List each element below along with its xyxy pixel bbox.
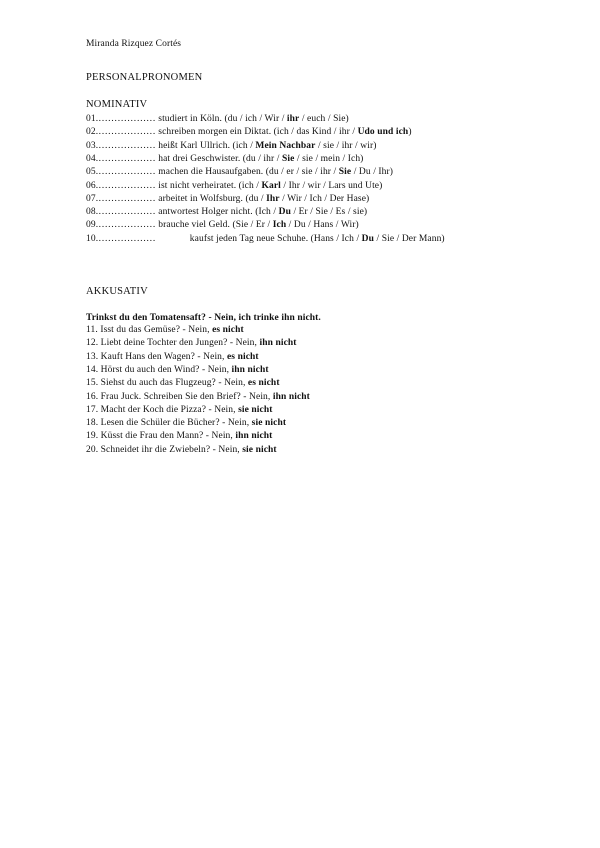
item-text: studiert in Köln. (du / ich / Wir /: [158, 114, 287, 124]
item-number: 05.: [86, 167, 99, 178]
answer-bold: Udo und ich: [357, 127, 409, 138]
item-tail: / Du / Ihr): [351, 167, 394, 178]
item-number: 09.: [86, 220, 99, 231]
item-tail: / Er / Sie / Es / sie): [290, 207, 368, 218]
item-number: 14.: [86, 364, 99, 375]
example-sentence: Trinkst du den Tomatensaft? - Nein, ich trinke ihn nicht.: [86, 313, 321, 323]
list-item: [86, 140, 376, 152]
answer-bold: sie nicht: [251, 418, 287, 429]
answer-bold: es nicht: [247, 378, 280, 389]
blank-dots: ………………: [98, 180, 159, 191]
answer-bold: Du: [278, 207, 291, 218]
item-text: hat drei Geschwister. (du / ihr /: [158, 153, 282, 164]
answer-bold: Du: [361, 233, 375, 244]
answer-bold: ihn nicht: [272, 391, 310, 402]
item-text: Hörst du auch den Wind? - Nein,: [100, 364, 232, 375]
item-tail: / sie / ihr / wir): [315, 140, 377, 151]
list-item: [86, 126, 412, 138]
item-number: 10.: [86, 233, 99, 244]
list-item: [86, 377, 280, 389]
akkusativ-example: [86, 312, 321, 324]
list-item: [86, 417, 286, 429]
item-number: 12.: [86, 338, 99, 349]
answer-bold: ihr: [286, 114, 300, 124]
item-number: 15.: [86, 378, 99, 389]
item-text: brauche viel Geld. (Sie / Er /: [158, 220, 273, 231]
item-tail: ): [408, 127, 412, 138]
answer-bold: es nicht: [226, 351, 259, 362]
list-item: [86, 166, 393, 178]
blank-dots: ………………: [98, 193, 159, 204]
item-text: Küsst die Frau den Mann? - Nein,: [100, 431, 236, 442]
answer-bold: Sie: [338, 167, 352, 178]
answer-bold: sie nicht: [238, 404, 273, 415]
list-item: [86, 337, 297, 349]
item-tail: / Du / Hans / Wir): [286, 220, 359, 231]
item-number: 02.: [86, 127, 99, 138]
item-number: 08.: [86, 207, 99, 218]
answer-bold: Ihr: [266, 193, 280, 204]
answer-bold: Mein Nachbar: [255, 140, 316, 151]
item-text: antwortest Holger nicht. (Ich /: [158, 207, 279, 218]
answer-bold: Sie: [281, 153, 295, 164]
item-number: 13.: [86, 351, 99, 362]
item-text: arbeitet in Wolfsburg. (du /: [158, 193, 267, 204]
blank-dots: ………………: [98, 233, 156, 244]
item-text: machen die Hausaufgaben. (du / er / sie / ihr /: [158, 167, 339, 178]
answer-bold: Ich: [272, 220, 287, 231]
item-tail: / Sie / Der Mann): [374, 233, 445, 244]
list-item: [86, 193, 369, 205]
item-text: Lesen die Schüler die Bücher? - Nein,: [100, 418, 252, 429]
item-text: ist nicht verheiratet. (ich /: [158, 180, 262, 191]
blank-dots: ………………: [98, 140, 159, 151]
list-item: [86, 219, 359, 231]
item-number: 17.: [86, 404, 99, 415]
item-text: Siehst du auch das Flugzeug? - Nein,: [100, 378, 248, 389]
akkusativ-heading: AKKUSATIV: [86, 286, 148, 297]
nominativ-heading: NOMINATIV: [86, 99, 148, 110]
item-text: heißt Karl Ullrich. (ich /: [158, 140, 256, 151]
item-text: kaufst jeden Tag neue Schuhe. (Hans / Ich /: [189, 233, 362, 244]
item-text: Schneidet ihr die Zwiebeln? - Nein,: [100, 444, 243, 455]
item-tail: / sie / mein / Ich): [294, 153, 364, 164]
item-number: 20.: [86, 444, 99, 455]
item-text: Macht der Koch die Pizza? - Nein,: [100, 404, 239, 415]
author-name: Miranda Rizquez Cortés: [86, 39, 182, 49]
item-number: 07.: [86, 193, 99, 204]
item-number: 01.: [86, 114, 99, 124]
item-number: 19.: [86, 431, 99, 442]
blank-dots: ………………: [98, 167, 159, 178]
item-number: 04.: [86, 153, 99, 164]
answer-bold: ihn nicht: [231, 364, 269, 375]
item-text: Frau Juck. Schreiben Sie den Brief? - Nein,: [100, 391, 273, 402]
item-number: 11.: [86, 325, 98, 335]
blank-dots: ………………: [98, 220, 159, 231]
item-number: 06.: [86, 180, 99, 191]
list-item: [86, 113, 349, 125]
answer-bold: Karl: [261, 180, 281, 191]
list-item: [86, 206, 367, 218]
blank-dots: ………………: [98, 153, 159, 164]
list-item: [86, 233, 445, 245]
item-number: 03.: [86, 140, 99, 151]
answer-bold: ihn nicht: [259, 338, 297, 349]
answer-bold: es nicht: [212, 325, 244, 335]
list-item: [86, 180, 382, 192]
list-item: [86, 404, 273, 416]
list-item: [86, 444, 277, 456]
list-item: [86, 351, 259, 363]
item-number: 16.: [86, 391, 99, 402]
document-title: PERSONALPRONOMEN: [86, 72, 203, 83]
item-tail: / Wir / Ich / Der Hase): [279, 193, 370, 204]
list-item: [86, 153, 363, 165]
blank-dots: ………………: [98, 127, 159, 138]
item-text: schreiben morgen ein Diktat. (ich / das Kind / ihr /: [158, 127, 358, 138]
item-text: Liebt deine Tochter den Jungen? - Nein,: [100, 338, 260, 349]
item-tail: / euch / Sie): [299, 114, 349, 124]
item-text: Kauft Hans den Wagen? - Nein,: [100, 351, 227, 362]
item-tail: / Ihr / wir / Lars und Ute): [280, 180, 383, 191]
blank-dots: ………………: [98, 114, 159, 124]
list-item: [86, 324, 244, 336]
list-item: [86, 430, 272, 442]
list-item: [86, 391, 310, 403]
item-text: Isst du das Gemüse? - Nein,: [100, 325, 213, 335]
answer-bold: sie nicht: [242, 444, 277, 455]
answer-bold: ihn nicht: [235, 431, 273, 442]
item-number: 18.: [86, 418, 99, 429]
list-item: [86, 364, 269, 376]
blank-dots: ………………: [98, 207, 159, 218]
